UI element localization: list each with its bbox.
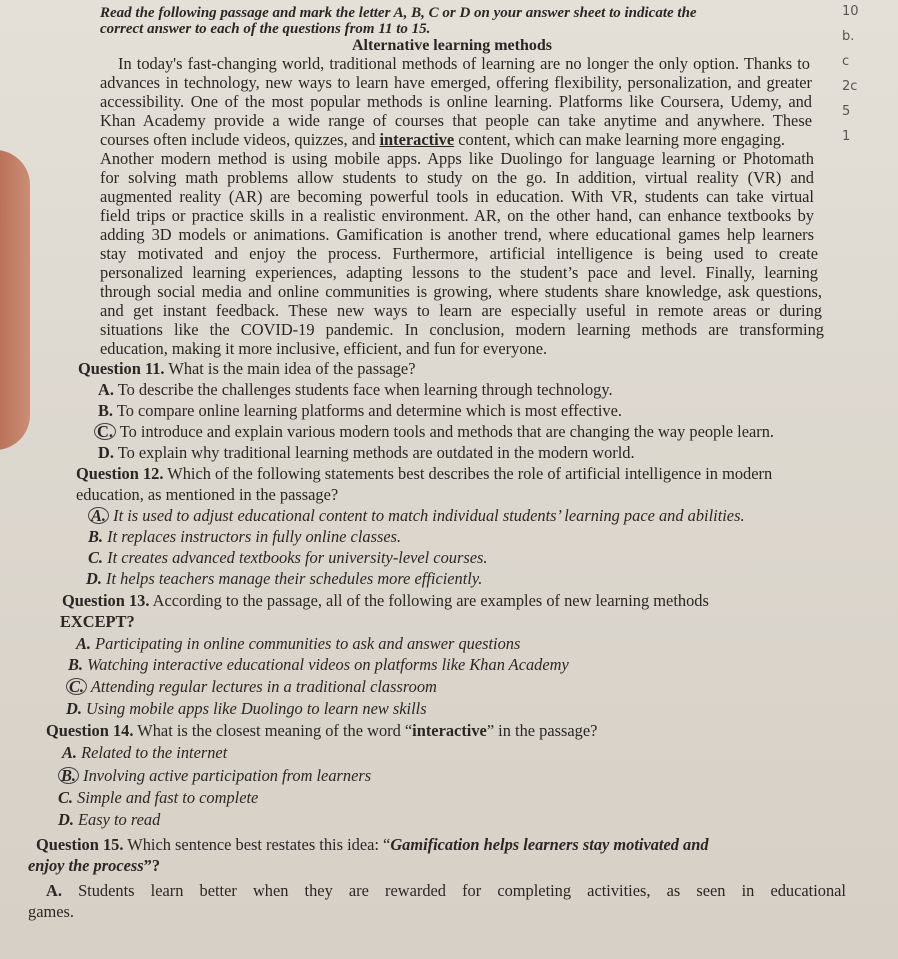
question-text: According to the passage, all of the following are examples of new learning methods bbox=[152, 591, 709, 610]
instruction-line-1: Read the following passage and mark the letter A, B, C or D on your answer sheet to indicate the bbox=[100, 5, 697, 21]
question-label: Question 11. bbox=[78, 359, 165, 378]
underlined-word-interactive: interactive bbox=[379, 130, 455, 149]
passage-line: education, making it more inclusive, efficient, and fun for everyone. bbox=[100, 339, 548, 358]
passage-line: through social media and online communities is growing, where students share knowledge, ask questions, bbox=[100, 282, 822, 301]
finger-shadow bbox=[0, 150, 30, 450]
q11-option-b[interactable]: B. To compare online learning platforms and determine which is most effective. bbox=[98, 401, 622, 420]
margin-note: 10 bbox=[842, 4, 859, 19]
instruction-line-2: correct answer to each of the questions from 11 to 15. bbox=[100, 21, 431, 37]
passage-line: field trips or practice skills in a realistic environment. AR, on the other hand, can enhance textbooks by bbox=[100, 206, 814, 225]
question-text: What is the closest meaning of the word “ bbox=[137, 721, 413, 740]
question-text-end: ”? bbox=[143, 856, 161, 875]
q14-option-c[interactable]: C. Simple and fast to complete bbox=[58, 788, 259, 807]
q14-option-b[interactable]: B. Involving active participation from learners bbox=[58, 767, 371, 785]
question-text: What is the main idea of the passage? bbox=[168, 359, 416, 378]
passage-line-part: courses often include videos, quizzes, and bbox=[100, 130, 376, 149]
q14-option-d[interactable]: D. Easy to read bbox=[58, 810, 161, 829]
q12-option-b[interactable]: B. It replaces instructors in fully online classes. bbox=[88, 527, 402, 546]
q12-option-c[interactable]: C. It creates advanced textbooks for university-level courses. bbox=[88, 548, 488, 567]
q13-option-b[interactable]: B. Watching interactive educational videos on platforms like Khan Academy bbox=[68, 655, 569, 674]
circled-answer-mark: B. bbox=[58, 767, 79, 784]
passage-line: situations like the COVID-19 pandemic. In conclusion, modern learning methods are transforming bbox=[100, 320, 824, 339]
margin-note: b. bbox=[842, 29, 855, 44]
q15-option-a[interactable]: A. Students learn better when they are rewarded for completing activities, as seen in educational bbox=[46, 881, 846, 900]
circled-answer-mark: C. bbox=[66, 678, 87, 695]
passage-line: personalized learning experiences, adapting lessons to the student’s pace and level. Finally, learning bbox=[100, 263, 818, 282]
question-label: Question 12. bbox=[76, 464, 164, 483]
passage-line: accessibility. One of the most popular methods is online learning. Platforms like Coursera, Udemy, and bbox=[100, 92, 812, 111]
passage-title: Alternative learning methods bbox=[352, 37, 552, 54]
passage-line: Another modern method is using mobile apps. Apps like Duolingo for language learning or Photomath bbox=[100, 149, 814, 168]
passage-line: Khan Academy provide a wide range of courses that people can take anytime and anywhere. These bbox=[100, 111, 812, 130]
q11-option-d[interactable]: D. To explain why traditional learning methods are outdated in the modern world. bbox=[98, 443, 635, 462]
question-13 bbox=[62, 592, 709, 610]
q11-option-c[interactable]: C. To introduce and explain various modern tools and methods that are changing the way people learn. bbox=[94, 423, 774, 441]
question-label: Question 14. bbox=[46, 721, 134, 740]
q13-option-a[interactable]: A. Participating in online communities to ask and answer questions bbox=[76, 634, 521, 653]
handwritten-margin-notes bbox=[842, 4, 892, 154]
q14-option-a[interactable]: A. Related to the internet bbox=[62, 743, 228, 762]
passage-line-part: content, which can make learning more engaging. bbox=[458, 130, 786, 149]
q12-option-d[interactable]: D. It helps teachers manage their schedules more efficiently. bbox=[86, 569, 483, 588]
question-text: Which sentence best restates this idea: “ bbox=[127, 835, 391, 854]
margin-note: 2c bbox=[842, 79, 858, 94]
question-13-continued: EXCEPT? bbox=[60, 612, 135, 631]
question-label: Question 13. bbox=[62, 591, 150, 610]
question-quote: Gamification helps learners stay motivated and bbox=[390, 835, 709, 854]
q13-option-d[interactable]: D. Using mobile apps like Duolingo to learn new skills bbox=[66, 699, 427, 718]
question-quote-end: enjoy the process bbox=[28, 856, 144, 875]
passage-line: and get instant feedback. These new ways to learn are especially useful in remote areas or during bbox=[100, 301, 822, 320]
passage-line: adding 3D models or animations. Gamification is another trend, where educational games help learners bbox=[100, 225, 814, 244]
question-text-end: ” in the passage? bbox=[486, 721, 598, 740]
margin-note: c bbox=[842, 54, 850, 69]
question-15-continued bbox=[28, 857, 160, 875]
circled-answer-mark: A. bbox=[88, 507, 109, 524]
q12-option-a[interactable]: A. It is used to adjust educational content to match individual students’ learning pace and abilities. bbox=[88, 507, 745, 525]
passage-line: augmented reality (AR) are becoming powerful tools in education. With VR, students can take virtual bbox=[100, 187, 814, 206]
passage-line: In today's fast-changing world, traditional methods of learning are no longer the only option. Thanks to bbox=[118, 54, 810, 73]
question-label: Question 15. bbox=[36, 835, 124, 854]
passage-line: stay motivated and enjoy the process. Furthermore, artificial intelligence is being used to create bbox=[100, 244, 818, 263]
question-12-continued: education, as mentioned in the passage? bbox=[76, 485, 339, 504]
circled-answer-mark: C. bbox=[94, 423, 116, 440]
q13-option-c[interactable]: C. Attending regular lectures in a traditional classroom bbox=[66, 678, 437, 696]
question-text: Which of the following statements best describes the role of artificial intelligence in modern bbox=[167, 464, 773, 483]
q11-option-a[interactable]: A. To describe the challenges students face when learning through technology. bbox=[98, 380, 613, 399]
q15-option-a-continued: games. bbox=[28, 902, 74, 921]
passage-line bbox=[100, 131, 814, 149]
question-14 bbox=[46, 722, 597, 740]
passage-line: for solving math problems allow students to study on the go. In addition, virtual reality (VR) and bbox=[100, 168, 814, 187]
passage-line: advances in technology, new ways to learn have emerged, offering flexibility, personalization, and greater bbox=[100, 73, 812, 92]
question-keyword: interactive bbox=[412, 721, 487, 740]
question-15 bbox=[36, 836, 709, 854]
question-12 bbox=[76, 465, 772, 483]
margin-note: 1 bbox=[842, 129, 851, 144]
question-11 bbox=[78, 360, 415, 378]
margin-note: 5 bbox=[842, 104, 851, 119]
